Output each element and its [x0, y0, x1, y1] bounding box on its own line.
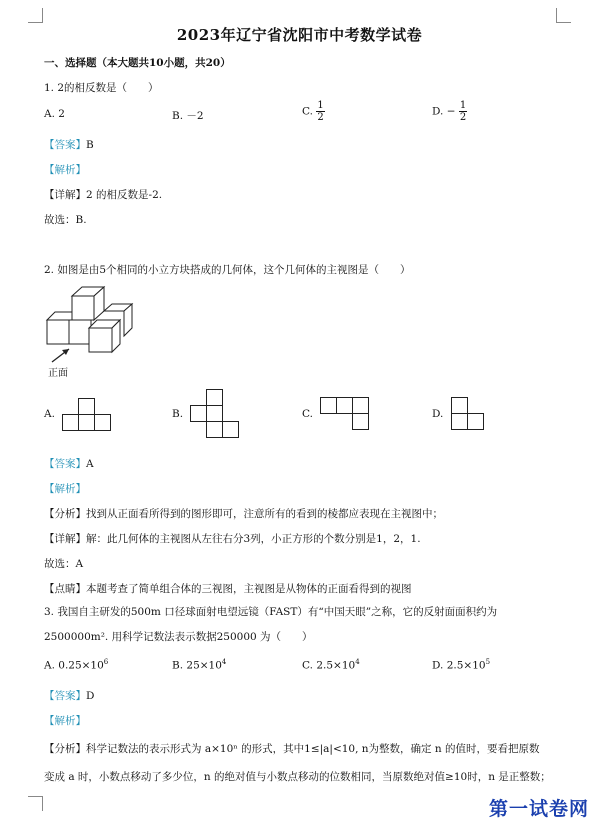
q3-fenxi-line1: [44, 741, 539, 756]
q1-option-c-denominator: 2: [317, 112, 324, 123]
q3-option-d-base: D. 2.5×10: [432, 659, 486, 672]
q3-option-c-exponent: 4: [355, 658, 360, 666]
q2-conclusion: 故选：A: [44, 558, 84, 570]
q2-option-d-label: D.: [432, 408, 444, 420]
q1-option-c-numerator: 1: [317, 100, 324, 111]
q2-detail-tag: 【详解】: [44, 533, 86, 545]
q3-option-b-exponent: 4: [221, 658, 227, 666]
q1-option-a: A. 2: [44, 108, 65, 120]
q1-option-b: B. －2: [172, 110, 204, 122]
q3-option-d-exponent: 5: [485, 658, 491, 666]
q1-detail-tag: 【详解】: [44, 189, 86, 201]
crop-mark-bottom-left: [28, 796, 43, 811]
q2-dianjing-tag: 【点睛】: [44, 583, 86, 595]
q2-option-c-label: C.: [302, 408, 313, 420]
q2-option-a-label: A.: [44, 408, 55, 420]
crop-mark-top-right: [556, 8, 571, 23]
q3-fenxi-line2: 变成 a 时，小数点移动了多少位，n 的绝对值与小数点移动的位数相同，当原数绝对值≥10时，n 是正整数；: [44, 771, 551, 783]
q3-fenxi-tag: 【分析】: [44, 743, 86, 755]
q2-dianjing: [44, 581, 412, 596]
q2-stem: 2. 如图是由5个相同的小立方块搭成的几何体，这个几何体的主视图是（ ）: [44, 264, 411, 276]
q3-analysis-tag: 【解析】: [44, 715, 86, 727]
q1-option-d-label: D. −: [432, 105, 456, 118]
q3-option-a-base: A. 0.25×10: [44, 659, 104, 672]
q3-option-c-base: C. 2.5×10: [302, 659, 356, 672]
crop-mark-top-left: [28, 8, 43, 23]
q3-stem-line2: 2500000m². 用科学记数法表示数据250000 为（ ）: [44, 631, 313, 643]
q3-answer-value: D: [86, 690, 95, 702]
q2-answer-tag: 【答案】: [44, 458, 86, 470]
q2-option-b-label: B.: [172, 408, 184, 420]
q3-option-c: [302, 658, 360, 672]
q2-fenxi: [44, 506, 443, 521]
q3-option-d: [432, 658, 490, 672]
q2-front-label: 正面: [48, 368, 68, 379]
q2-option-d-figure: [451, 397, 485, 431]
q1-conclusion: 故选：B.: [44, 214, 87, 226]
q2-dianjing-text: 本题考查了简单组合体的三视图，主视图是从物体的正面看得到的视图: [86, 583, 412, 595]
q3-fenxi-text1: 科学记数法的表示形式为 a×10ⁿ 的形式，其中1≤|a|<10, n为整数，确定 n 的值时，要看把原数: [86, 743, 540, 755]
q1-option-c-label: C.: [302, 105, 313, 118]
page-title: 2023年辽宁省沈阳市中考数学试卷: [176, 26, 423, 44]
q2-fenxi-tag: 【分析】: [44, 508, 86, 520]
q3-option-a-exponent: 6: [103, 658, 109, 666]
q2-option-a-figure: [62, 398, 112, 430]
q2-option-c-figure: [320, 397, 370, 431]
q2-answer-value: A: [86, 458, 94, 470]
q1-answer: [44, 137, 94, 152]
q2-answer: [44, 456, 94, 471]
q1-detail: [44, 187, 162, 202]
q3-option-b-base: B. 25×10: [172, 659, 222, 672]
q1-detail-text: 2 的相反数是-2.: [86, 189, 163, 201]
q1-answer-value: B: [86, 139, 94, 151]
site-watermark: 第一试卷网: [488, 798, 589, 820]
q3-option-b: [172, 658, 226, 672]
q2-detail: [44, 531, 421, 546]
q3-stem-line1: 3. 我国自主研发的500m 口径球面射电望远镜（FAST）有“中国天眼”之称，它的反射面面积约为: [44, 606, 498, 618]
section-heading: 一、选择题（本大题共10小题，共20）: [44, 57, 231, 69]
q1-analysis-tag: 【解析】: [44, 164, 86, 176]
q1-answer-tag: 【答案】: [44, 139, 86, 151]
q1-stem: 1. 2的相反数是（ ）: [44, 82, 159, 94]
q2-detail-text: 解：此几何体的主视图从左往右分3列，小正方形的个数分别是1，2，1.: [86, 533, 421, 545]
q1-option-c-fraction: [316, 100, 324, 123]
q3-option-a: [44, 658, 108, 672]
q1-option-d-numerator: 1: [459, 100, 467, 111]
q2-fenxi-text: 找到从正面看所得到的图形即可，注意所有的看到的棱都应表现在主视图中；: [86, 508, 443, 520]
q2-option-b-figure: [190, 389, 240, 439]
q1-option-d-denominator: 2: [459, 112, 467, 123]
q3-answer-tag: 【答案】: [44, 690, 86, 702]
q1-option-c: [302, 100, 325, 123]
q3-answer: [44, 688, 94, 703]
q1-option-d: [432, 100, 467, 123]
q2-analysis-tag: 【解析】: [44, 483, 86, 495]
q1-option-d-fraction: [459, 100, 467, 123]
